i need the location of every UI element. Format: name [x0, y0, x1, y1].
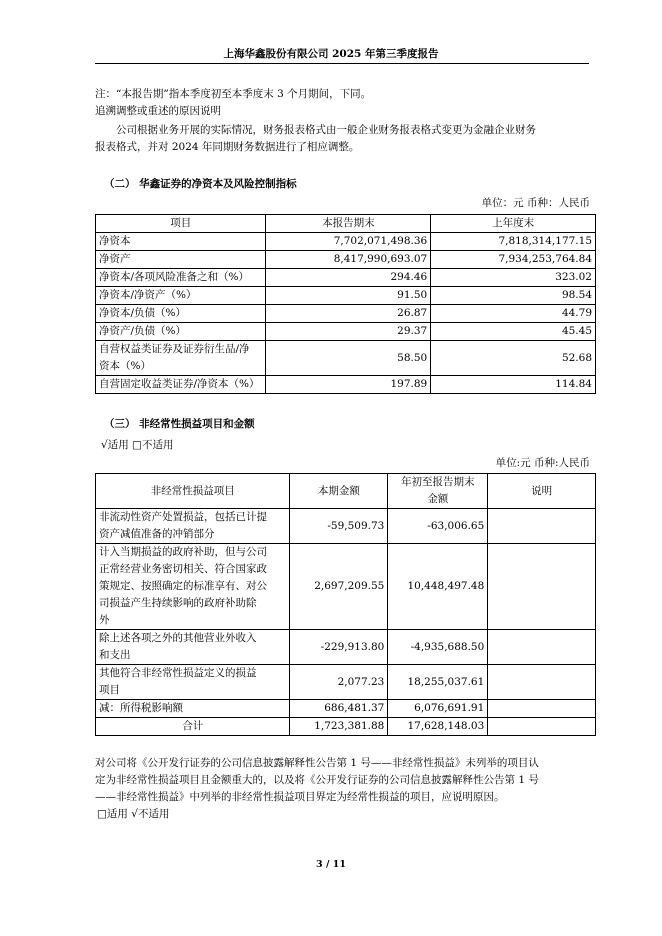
row-item-line: 计入当期损益的政府补助，但与公司 [99, 546, 267, 558]
section3-unit: 单位:元 币种:人民币 [495, 457, 590, 469]
note-restatement-heading: 追溯调整或重述的原因说明 [95, 105, 221, 117]
row-item [96, 665, 290, 700]
page-number: 3 / 11 [316, 859, 346, 870]
row-item: 净资产 [96, 251, 266, 269]
note-restatement-text-2: 报表格式，并对 2024 年同期财务数据进行了相应调整。 [95, 141, 360, 153]
table-row [96, 341, 596, 376]
row-current: 91.50 [266, 287, 431, 305]
row-item-line: 资产减值准备的冲销部分 [99, 528, 215, 540]
table-row [96, 269, 596, 287]
row-item-line: 减：所得税影响额 [99, 702, 183, 714]
section3-title: （三） 非经常性损益项目和金额 [104, 418, 255, 430]
row-prior: 98.54 [431, 287, 596, 305]
table-row [96, 544, 596, 630]
row-item: 净资本/各项风险准备之和（%） [96, 269, 266, 287]
total-current: 1,723,381.88 [290, 718, 388, 736]
table-row [96, 665, 596, 700]
table-header-row [96, 474, 596, 509]
row-current: -59,509.73 [290, 509, 388, 544]
row-prior: 114.84 [431, 376, 596, 394]
section2-title: （二） 华鑫证券的净资本及风险控制指标 [104, 178, 297, 190]
row-ytd: -63,006.65 [388, 509, 488, 544]
row-current: 2,077.23 [290, 665, 388, 700]
table-row [96, 509, 596, 544]
table-row [96, 287, 596, 305]
total-label: 合计 [96, 718, 290, 736]
row-note [488, 544, 596, 630]
header-prior: 上年度末 [431, 215, 596, 233]
row-item-line: 正常经营业务密切相关、符合国家政 [99, 563, 267, 575]
table-row [96, 233, 596, 251]
total-ytd: 17,628,148.03 [388, 718, 488, 736]
table-total-row [96, 718, 596, 736]
note-reporting-period: 注：“本报告期”指本季度初至本季度末 3 个月期间，下同。 [95, 88, 372, 100]
row-prior: 52.68 [431, 341, 596, 376]
header-ytd-line: 年初至报告期末 [401, 476, 475, 488]
row-prior: 44.79 [431, 305, 596, 323]
row-note [488, 509, 596, 544]
table-row [96, 376, 596, 394]
row-item: 净资本/净资产（%） [96, 287, 266, 305]
closing-text-2: 定为非经常性损益项目且金额重大的，以及将《公开发行证券的公司信息披露解释性公告第 1 号 [95, 774, 539, 786]
row-note [488, 700, 596, 718]
row-item: 净资本/负债（%） [96, 305, 266, 323]
row-current: 58.50 [266, 341, 431, 376]
row-prior: 7,934,253,764.84 [431, 251, 596, 269]
row-current: 26.87 [266, 305, 431, 323]
row-item [96, 700, 290, 718]
row-ytd: 6,076,691.91 [388, 700, 488, 718]
closing-text-1: 对公司将《公开发行证券的公司信息披露解释性公告第 1 号——非经常性损益》未列举的项目认 [95, 757, 539, 769]
table-row [96, 305, 596, 323]
row-item-line: 除上述各项之外的其他营业外收入 [99, 632, 257, 644]
row-item: 净资产/负债（%） [96, 323, 266, 341]
net-capital-table [95, 214, 596, 394]
header-current: 本期金额 [290, 474, 388, 509]
row-current: -229,913.80 [290, 630, 388, 665]
closing-applicable: □适用 √不适用 [97, 808, 170, 820]
header-item: 项目 [96, 215, 266, 233]
row-ytd: -4,935,688.50 [388, 630, 488, 665]
header-divider [95, 63, 589, 64]
closing-text-3: ——非经常性损益》中列举的非经常性损益项目界定为经常性损益的项目，应说明原因。 [95, 791, 505, 803]
row-note [488, 665, 596, 700]
row-current: 8,417,990,693.07 [266, 251, 431, 269]
row-current: 197.89 [266, 376, 431, 394]
row-current: 686,481.37 [290, 700, 388, 718]
row-ytd: 18,255,037.61 [388, 665, 488, 700]
row-prior: 7,818,314,177.15 [431, 233, 596, 251]
table-row [96, 630, 596, 665]
header-item: 非经常性损益项目 [96, 474, 290, 509]
row-current: 2,697,209.55 [290, 544, 388, 630]
row-item-line: 司损益产生持续影响的政府补助除 [99, 597, 257, 609]
row-item-line: 项目 [99, 684, 120, 696]
table-row [96, 323, 596, 341]
row-item [96, 509, 290, 544]
row-item [96, 630, 290, 665]
row-item-line: 资本（%） [99, 360, 151, 372]
row-item-line: 外 [99, 614, 110, 626]
row-prior: 45.45 [431, 323, 596, 341]
row-current: 294.46 [266, 269, 431, 287]
row-item-line: 和支出 [99, 649, 131, 661]
nonrecurring-table [95, 473, 596, 736]
row-prior: 323.02 [431, 269, 596, 287]
row-item-line: 自营权益类证券及证券衍生品/净 [99, 343, 250, 355]
row-item: 净资本 [96, 233, 266, 251]
row-item: 自营固定收益类证券/净资本（%） [96, 376, 266, 394]
table-row [96, 251, 596, 269]
row-current: 29.37 [266, 323, 431, 341]
table-header-row [96, 215, 596, 233]
row-item [96, 544, 290, 630]
header-ytd [388, 474, 488, 509]
row-current: 7,702,071,498.36 [266, 233, 431, 251]
note-restatement-text-1: 公司根据业务开展的实际情况，财务报表格式由一般企业财务报表格式变更为金融企业财务 [116, 124, 536, 136]
row-note [488, 630, 596, 665]
row-item [96, 341, 266, 376]
report-header-title: 上海华鑫股份有限公司 2025 年第三季度报告 [223, 48, 439, 60]
row-ytd: 10,448,497.48 [388, 544, 488, 630]
header-note: 说明 [488, 474, 596, 509]
header-current: 本报告期末 [266, 215, 431, 233]
total-note [488, 718, 596, 736]
table-row [96, 700, 596, 718]
row-item-line: 其他符合非经常性损益定义的损益 [99, 667, 257, 679]
header-ytd-line: 金额 [427, 493, 449, 505]
section3-applicable: √适用 □不适用 [101, 439, 174, 451]
row-item-line: 非流动性资产处置损益，包括已计提 [99, 511, 267, 523]
row-item-line: 策规定、按照确定的标准享有、对公 [99, 580, 267, 592]
section2-unit: 单位：元 币种：人民币 [481, 197, 590, 209]
